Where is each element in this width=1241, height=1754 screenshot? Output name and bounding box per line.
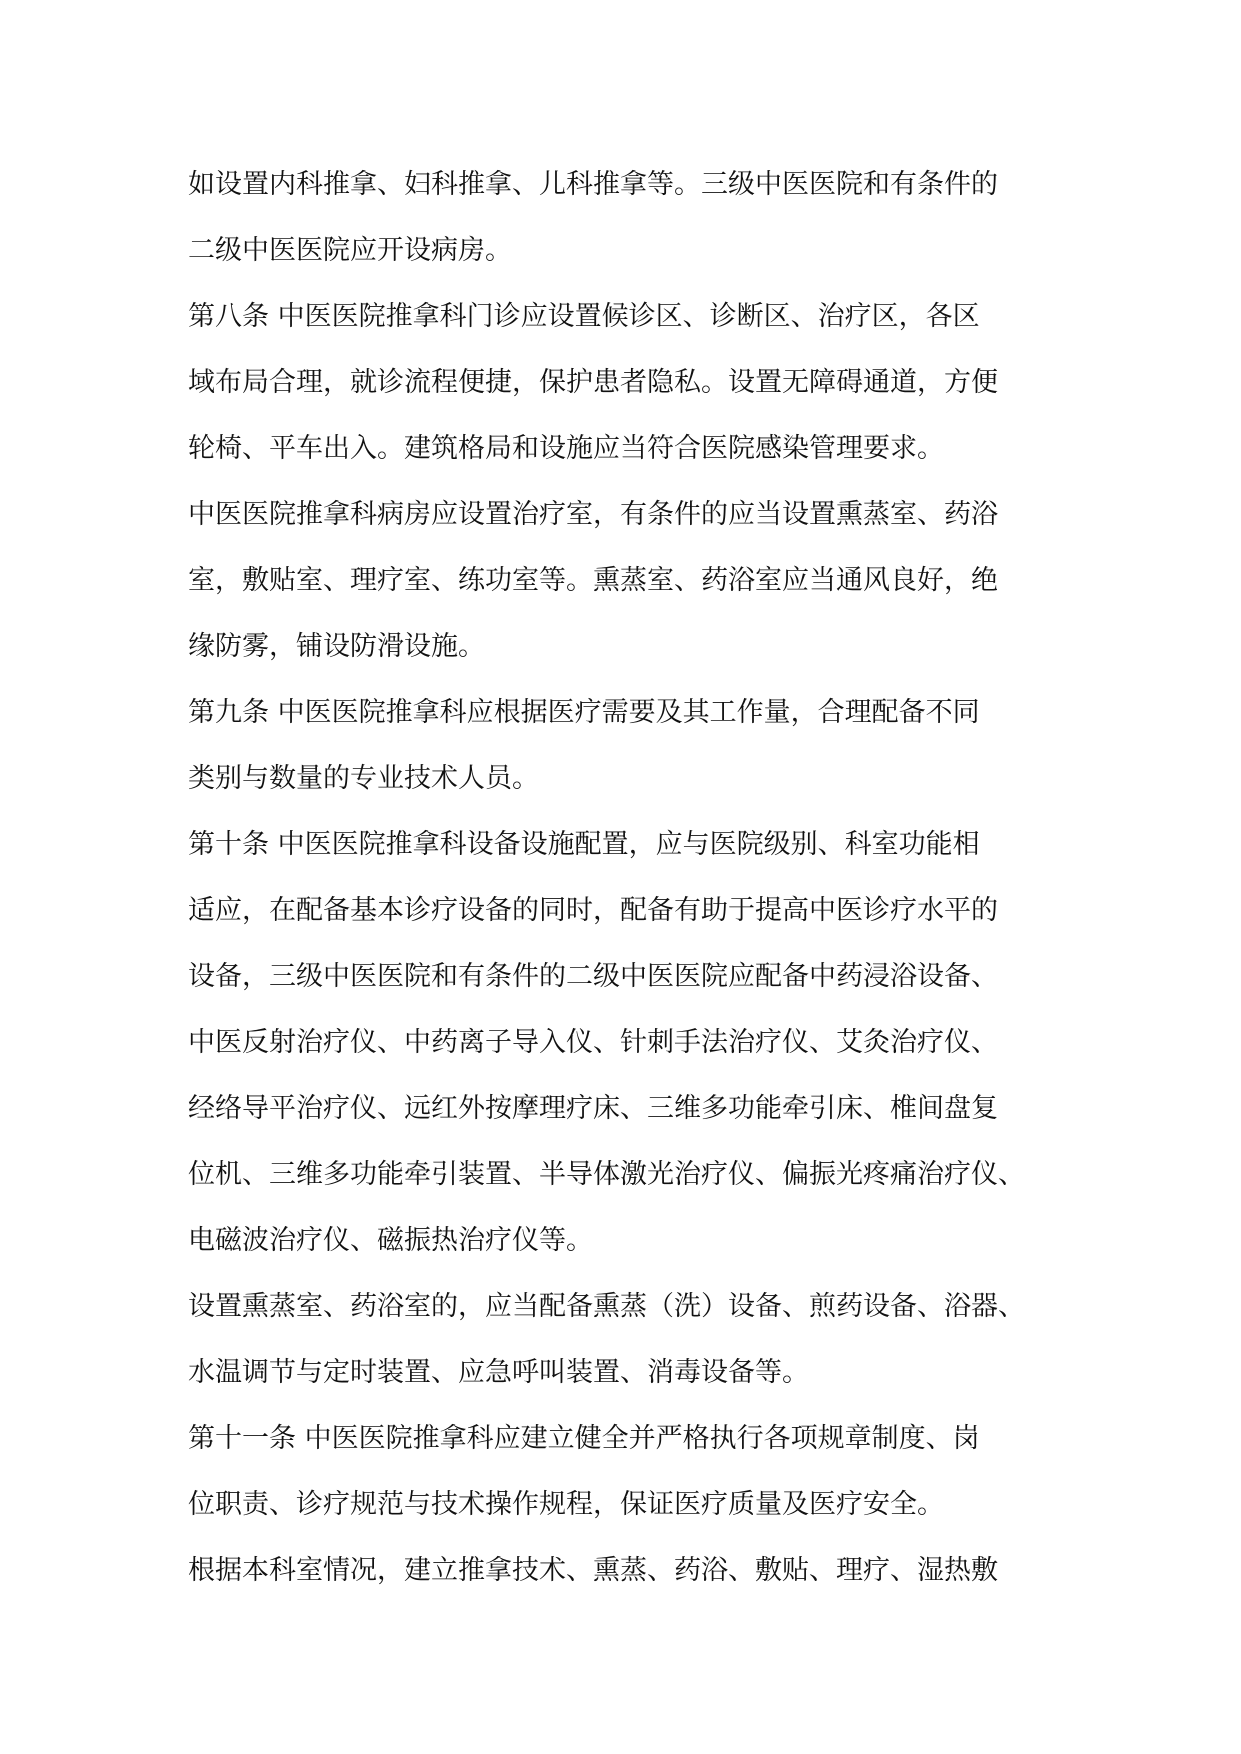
text-line: 经络导平治疗仪、远红外按摩理疗床、三维多功能牵引床、椎间盘复 [188,1093,998,1124]
article-11-line: 第十一条 中医医院推拿科应建立健全并严格执行各项规章制度、岗 [188,1423,980,1454]
text-line: 水温调节与定时装置、应急呼叫装置、消毒设备等。 [188,1357,809,1388]
text-line: 位职责、诊疗规范与技术操作规程，保证医疗质量及医疗安全。 [188,1489,944,1520]
text-line: 电磁波治疗仪、磁振热治疗仪等。 [188,1225,593,1256]
article-8-line: 第八条 中医医院推拿科门诊应设置候诊区、诊断区、治疗区，各区 [188,301,980,332]
text-line: 域布局合理，就诊流程便捷，保护患者隐私。设置无障碍通道，方便 [188,367,998,398]
article-9-line: 第九条 中医医院推拿科应根据医疗需要及其工作量，合理配备不同 [188,697,980,728]
text-line: 根据本科室情况，建立推拿技术、熏蒸、药浴、敷贴、理疗、湿热敷 [188,1555,998,1586]
text-line: 中医反射治疗仪、中药离子导入仪、针刺手法治疗仪、艾灸治疗仪、 [188,1027,998,1058]
text-line: 中医医院推拿科病房应设置治疗室，有条件的应当设置熏蒸室、药浴 [188,499,998,530]
text-line: 二级中医医院应开设病房。 [188,235,512,266]
text-line: 轮椅、平车出入。建筑格局和设施应当符合医院感染管理要求。 [188,433,944,464]
text-line: 类别与数量的专业技术人员。 [188,763,539,794]
text-line: 设置熏蒸室、药浴室的，应当配备熏蒸（洗）设备、煎药设备、浴器、 [188,1291,1025,1322]
text-line: 设备，三级中医医院和有条件的二级中医医院应配备中药浸浴设备、 [188,961,998,992]
document-body [188,152,1058,1604]
text-line: 适应，在配备基本诊疗设备的同时，配备有助于提高中医诊疗水平的 [188,895,998,926]
text-line: 位机、三维多功能牵引装置、半导体激光治疗仪、偏振光疼痛治疗仪、 [188,1159,1025,1190]
text-line: 室，敷贴室、理疗室、练功室等。熏蒸室、药浴室应当通风良好，绝 [188,565,998,596]
text-line: 缘防雾，铺设防滑设施。 [188,631,485,662]
article-10-line: 第十条 中医医院推拿科设备设施配置，应与医院级别、科室功能相 [188,829,980,860]
text-line: 如设置内科推拿、妇科推拿、儿科推拿等。三级中医医院和有条件的 [188,169,998,200]
